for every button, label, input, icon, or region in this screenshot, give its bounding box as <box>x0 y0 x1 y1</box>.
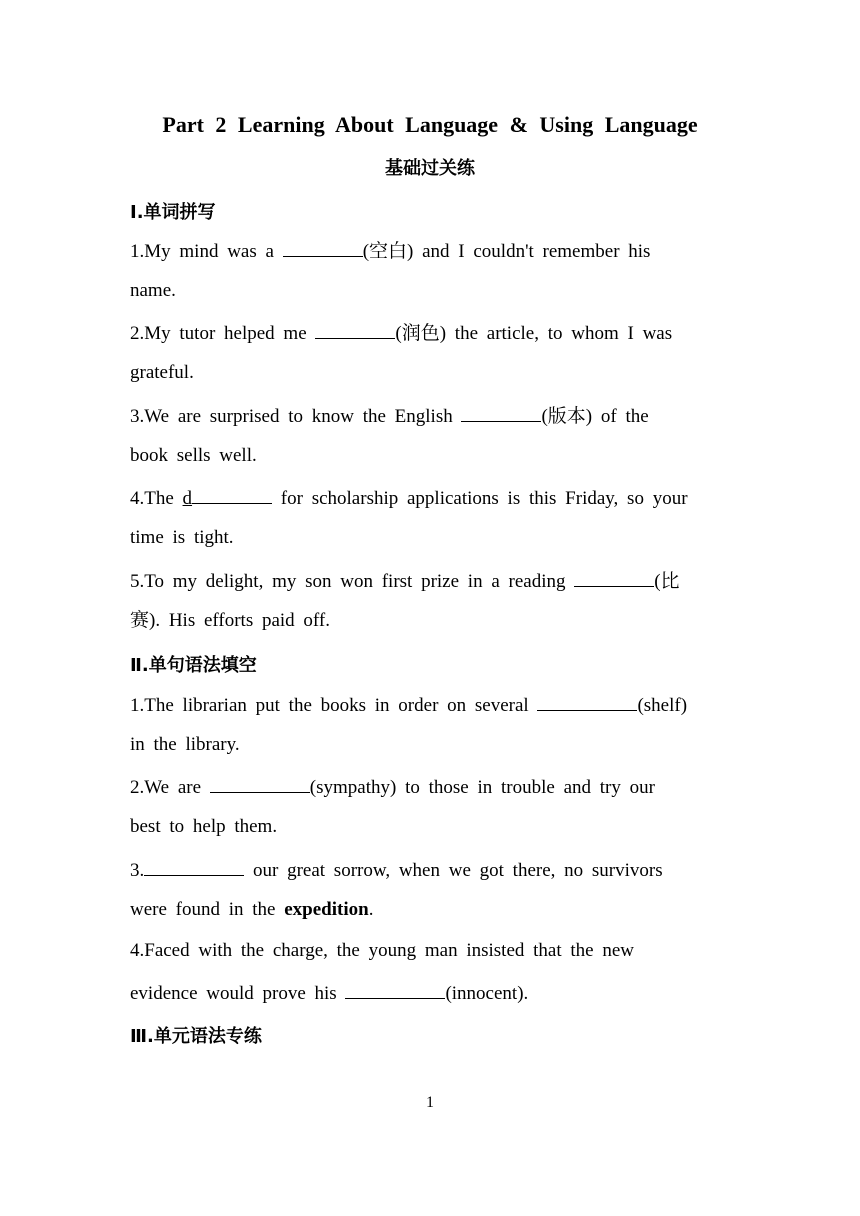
s1-q2-text-post: the article, to whom I was <box>446 323 673 344</box>
answer-blank[interactable] <box>192 485 272 504</box>
answer-blank[interactable] <box>210 774 310 793</box>
s1-q2-cont: grateful. <box>130 362 194 383</box>
answer-blank[interactable] <box>461 403 541 422</box>
section-heading-1: Ⅰ.单词拼写 <box>130 202 216 223</box>
s1-q5-cont: 赛). His efforts paid off. <box>130 610 330 631</box>
s1-q5-hint: (比 <box>654 571 680 592</box>
section-heading-3: Ⅲ.单元语法专练 <box>130 1026 262 1047</box>
s1-q3-cont: book sells well. <box>130 445 257 466</box>
s2-q4-cont-text: evidence would prove his <box>130 983 346 1004</box>
s1-q1-cont: name. <box>130 280 176 301</box>
s1-q4-text: 4.The <box>130 488 183 509</box>
s1-q4-line <box>130 485 728 511</box>
s2-q2-line <box>130 774 728 800</box>
answer-blank[interactable] <box>537 692 637 711</box>
s1-q2-line <box>130 320 728 346</box>
s2-q3-text-post: our great sorrow, when we got there, no survivors <box>244 860 663 881</box>
s2-q4-cont <box>130 980 728 1006</box>
s2-q1-text: 1.The librarian put the books in order on several <box>130 695 538 716</box>
s2-q3-cont-text: were found in the <box>130 899 285 920</box>
first-letter-hint: d <box>182 488 193 509</box>
s1-q5-text: 5.To my delight, my son won first prize in a reading <box>130 571 575 592</box>
s1-q3-text: 3.We are surprised to know the English <box>130 406 462 427</box>
s1-q1-line <box>130 238 728 264</box>
page-number: 1 <box>426 1094 434 1111</box>
answer-blank[interactable] <box>144 857 244 876</box>
s1-q4-text-post: for scholarship applications is this Friday, so your <box>272 488 688 509</box>
s1-q3-hint: (版本) <box>541 406 593 427</box>
answer-blank[interactable] <box>574 568 654 587</box>
s1-q5-line <box>130 568 728 594</box>
section-heading-2: Ⅱ.单句语法填空 <box>130 655 257 676</box>
s2-q1-line <box>130 692 728 718</box>
s2-q2-cont: best to help them. <box>130 816 278 837</box>
s1-q3-line <box>130 403 728 429</box>
s2-q4-line: 4.Faced with the charge, the young man insisted that the new <box>130 940 634 961</box>
answer-blank[interactable] <box>315 320 395 339</box>
keyword: expedition <box>284 899 369 920</box>
s2-q3-cont-end: . <box>368 899 374 920</box>
s2-q2-hint: (sympathy) <box>309 777 397 798</box>
s1-q4-cont: time is tight. <box>130 527 234 548</box>
s2-q2-text-post: to those in trouble and try our <box>396 777 655 798</box>
s2-q2-text: 2.We are <box>130 777 210 798</box>
s1-q2-text: 2.My tutor helped me <box>130 323 316 344</box>
s1-q1-hint: (空白) <box>362 241 414 262</box>
s2-q1-cont: in the library. <box>130 734 240 755</box>
answer-blank[interactable] <box>283 238 363 257</box>
s2-q3-line <box>130 857 728 883</box>
answer-blank[interactable] <box>345 980 445 999</box>
s2-q1-hint: (shelf) <box>637 695 688 716</box>
s1-q1-text-post: and I couldn't remember his <box>413 241 651 262</box>
s1-q2-hint: (润色) <box>395 323 447 344</box>
s2-q3-text: 3. <box>130 860 145 881</box>
page-subtitle: 基础过关练 <box>385 158 475 179</box>
s2-q4-hint: (innocent). <box>445 983 529 1004</box>
s1-q3-text-post: of the <box>592 406 649 427</box>
page-title: Part 2 Learning About Language & Using Language <box>162 112 698 137</box>
s1-q1-text: 1.My mind was a <box>130 241 283 262</box>
s2-q3-cont <box>130 898 728 922</box>
